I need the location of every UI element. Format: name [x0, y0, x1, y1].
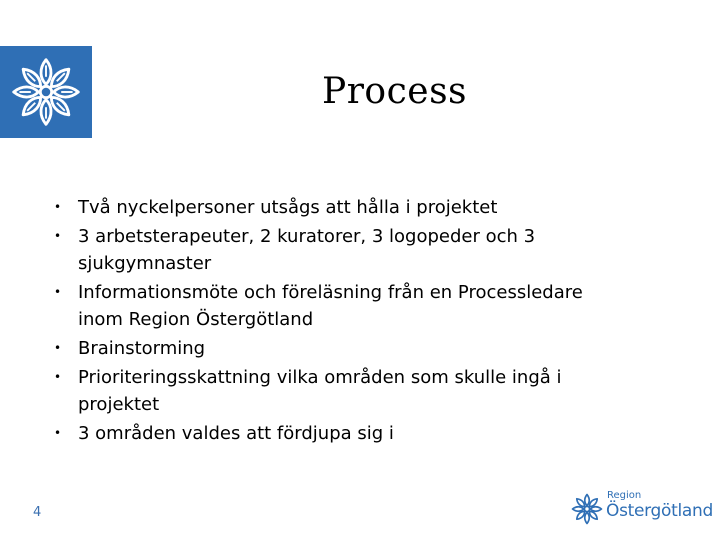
bullet-item: [52, 335, 632, 362]
bullet-item: [52, 194, 632, 221]
bullet-item: [52, 364, 632, 418]
flower-small-icon: [570, 492, 604, 526]
region-brand-logo: [570, 488, 714, 532]
bullet-marker: •: [54, 370, 62, 384]
bullet-text: Brainstorming: [78, 338, 206, 359]
bullet-item: [52, 420, 632, 447]
brand-region-label: Region: [607, 490, 642, 501]
page-number: 4: [33, 505, 42, 520]
bullet-text: 3 arbetsterapeuter, 2 kuratorer, 3 logopeder och 3 sjukgymnaster: [78, 226, 536, 274]
brand-name-label: Östergötland: [606, 501, 714, 521]
flower-logo-icon: [8, 54, 84, 130]
bullet-text: Informationsmöte och föreläsning från en Processledare inom Region Östergötland: [78, 282, 583, 330]
bullet-text: Prioriteringsskattning vilka områden som skulle ingå i projektet: [78, 367, 562, 415]
bullet-marker: •: [54, 426, 62, 440]
bullet-marker: •: [54, 200, 62, 214]
bullet-item: [52, 223, 632, 277]
bullet-item: [52, 279, 632, 333]
slide-title: Process: [322, 71, 468, 112]
bullet-marker: •: [54, 229, 62, 243]
bullet-list: [52, 194, 632, 449]
region-logo-badge: [0, 46, 92, 138]
bullet-text: 3 områden valdes att fördjupa sig i: [78, 423, 394, 444]
bullet-text: Två nyckelpersoner utsågs att hålla i projektet: [78, 197, 498, 218]
bullet-marker: •: [54, 285, 62, 299]
bullet-marker: •: [54, 341, 62, 355]
